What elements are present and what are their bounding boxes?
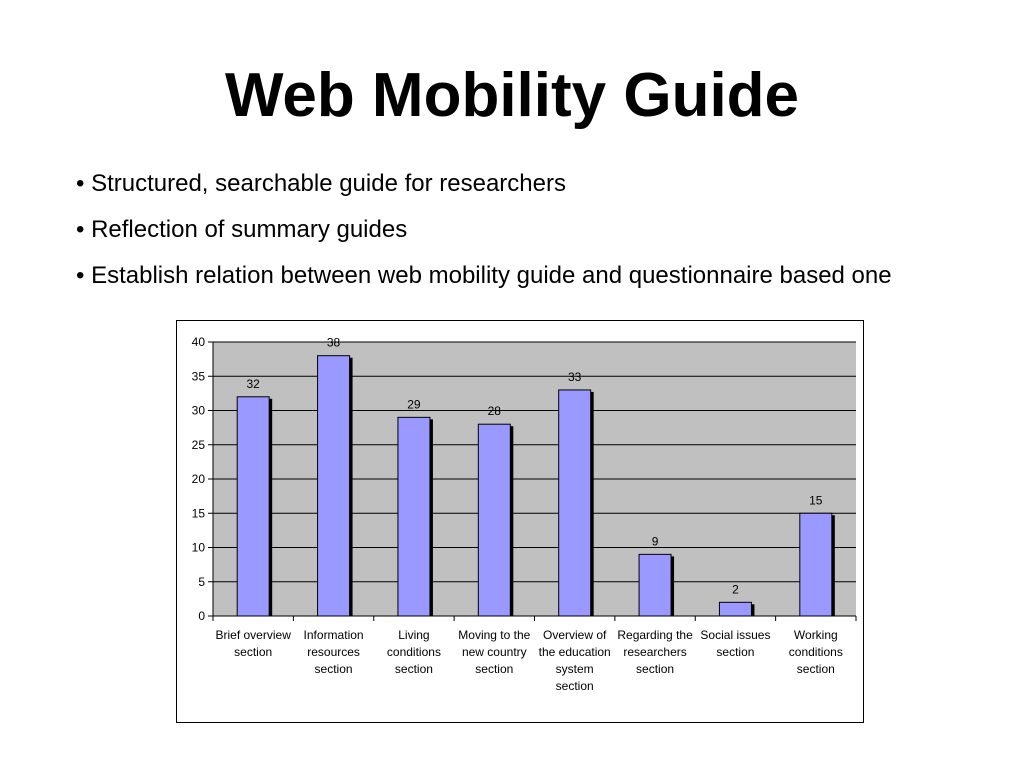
bar	[719, 602, 751, 616]
y-tick-label: 40	[191, 335, 205, 349]
y-tick-label: 5	[198, 574, 205, 589]
data-label: 28	[487, 404, 501, 419]
y-tick-label: 10	[191, 540, 205, 555]
bullet-item: • Establish relation between web mobility guide and questionnaire based one	[76, 262, 892, 289]
data-label: 29	[407, 397, 421, 412]
bar	[237, 397, 269, 616]
x-category-label: Overview of the education system section	[538, 628, 611, 693]
bullet-item: • Structured, searchable guide for researchers	[76, 170, 566, 197]
bar	[559, 390, 591, 616]
y-tick-label: 20	[191, 472, 205, 486]
x-category-label: Living conditions section	[386, 628, 441, 676]
data-label: 15	[809, 493, 823, 508]
y-tick-label: 0	[198, 609, 205, 623]
bullet-list	[76, 168, 892, 306]
data-label: 33	[568, 369, 582, 384]
data-label: 32	[246, 376, 260, 391]
bar	[639, 554, 671, 616]
x-category-label: Social issues section	[700, 628, 771, 659]
x-category-label: Information resources section	[303, 628, 364, 676]
bar	[478, 424, 510, 616]
chart-frame	[176, 320, 864, 723]
bullet-item: • Reflection of summary guides	[76, 216, 408, 243]
bar	[800, 513, 832, 616]
data-label: 38	[326, 335, 341, 350]
bar	[318, 356, 350, 616]
data-label: 9	[651, 534, 659, 549]
y-tick-label: 35	[191, 369, 205, 384]
x-category-label: Moving to the new country section	[458, 628, 531, 676]
data-label: 2	[732, 582, 739, 597]
y-tick-label: 25	[191, 437, 205, 452]
x-category-label: Working conditions section	[788, 628, 843, 676]
slide-title: Web Mobility Guide	[224, 61, 800, 130]
y-tick-label: 15	[191, 506, 205, 521]
x-category-label: Regarding the researchers section	[617, 628, 693, 676]
x-category-label: Brief overview section	[215, 628, 291, 659]
y-tick-label: 30	[191, 403, 205, 418]
bar	[398, 417, 430, 616]
